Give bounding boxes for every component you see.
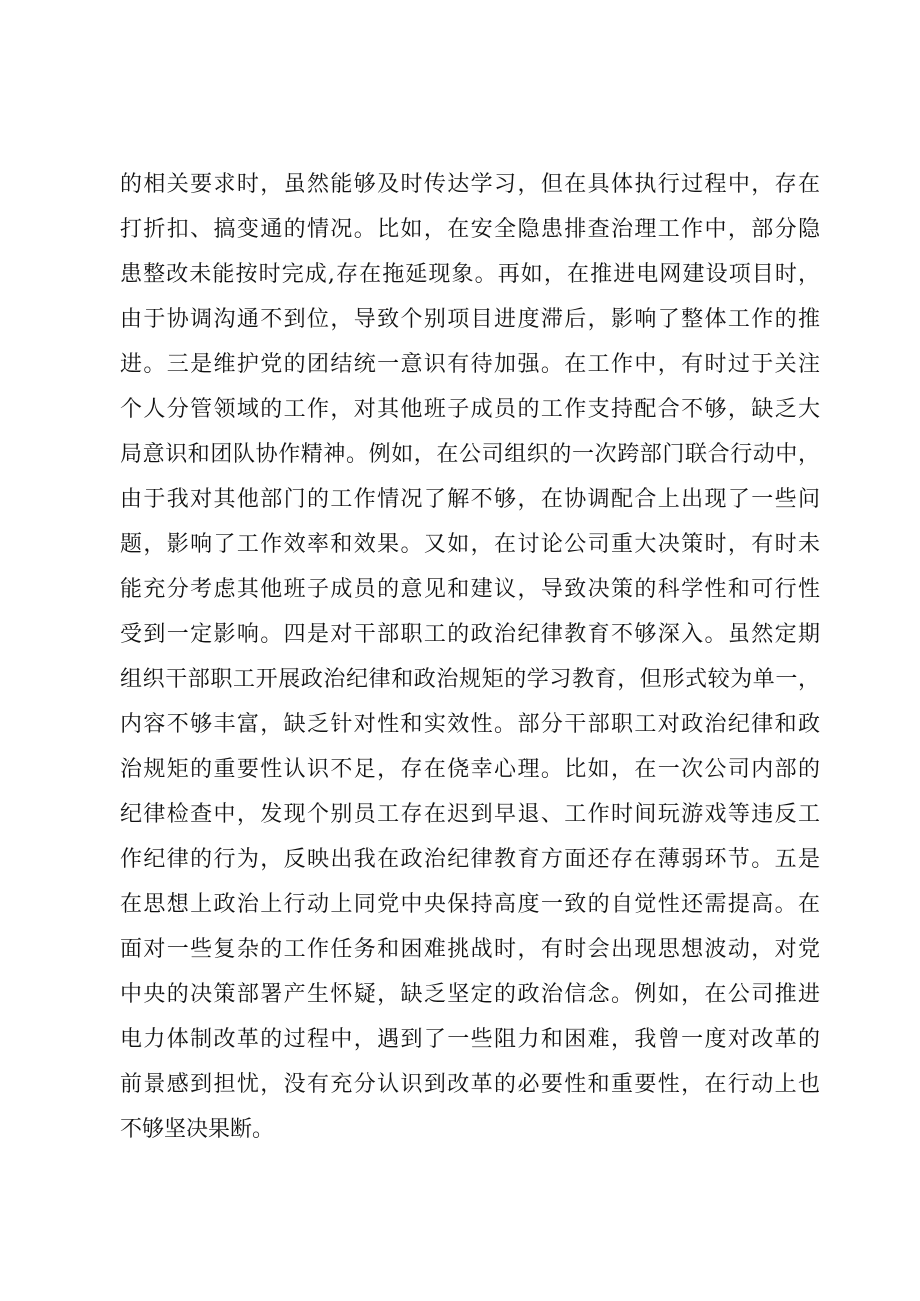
text-line-13: 内容不够丰富，缺乏针对性和实效性。部分干部职工对政治纪律和政 xyxy=(120,712,820,737)
text-line-4: 由于协调沟通不到位，导致个别项目进度滞后，影响了整体工作的推 xyxy=(120,307,820,332)
text-line-5: 进。三是维护党的团结统一意识有待加强。在工作中，有时过于关注 xyxy=(120,352,820,377)
text-line-14: 治规矩的重要性认识不足，存在侥幸心理。比如，在一次公司内部的 xyxy=(120,757,820,782)
text-line-19: 中央的决策部署产生怀疑，缺乏坚定的政治信念。例如，在公司推进 xyxy=(120,982,820,1007)
text-line-18: 面对一些复杂的工作任务和困难挑战时，有时会出现思想波动，对党 xyxy=(120,937,820,962)
text-line-8: 由于我对其他部门的工作情况了解不够，在协调配合上出现了一些问 xyxy=(120,487,820,512)
text-line-12: 组织干部职工开展政治纪律和政治规矩的学习教育，但形式较为单一， xyxy=(120,667,820,692)
text-line-22: 不够坚决果断。 xyxy=(120,1117,275,1142)
text-line-11: 受到一定影响。四是对干部职工的政治纪律教育不够深入。虽然定期 xyxy=(120,622,820,647)
text-line-9: 题，影响了工作效率和效果。又如，在讨论公司重大决策时，有时未 xyxy=(120,532,820,557)
text-line-2: 打折扣、搞变通的情况。比如，在安全隐患排查治理工作中，部分隐 xyxy=(120,217,820,242)
text-line-6: 个人分管领域的工作，对其他班子成员的工作支持配合不够，缺乏大 xyxy=(120,397,820,422)
text-line-17: 在思想上政治上行动上同党中央保持高度一致的自觉性还需提高。在 xyxy=(120,892,820,917)
body-text xyxy=(120,162,820,1152)
text-line-20: 电力体制改革的过程中，遇到了一些阻力和困难，我曾一度对改革的 xyxy=(120,1027,820,1052)
text-line-3: 患整改未能按时完成,存在拖延现象。再如，在推进电网建设项目时， xyxy=(120,262,820,287)
text-line-10: 能充分考虑其他班子成员的意见和建议，导致决策的科学性和可行性 xyxy=(120,577,820,602)
text-line-16: 作纪律的行为，反映出我在政治纪律教育方面还存在薄弱环节。五是 xyxy=(120,847,820,872)
text-line-21: 前景感到担忧，没有充分认识到改革的必要性和重要性，在行动上也 xyxy=(120,1072,820,1097)
text-line-15: 纪律检查中，发现个别员工存在迟到早退、工作时间玩游戏等违反工 xyxy=(120,802,820,827)
text-line-1: 的相关要求时，虽然能够及时传达学习，但在具体执行过程中，存在 xyxy=(120,172,820,197)
text-line-7: 局意识和团队协作精神。例如，在公司组织的一次跨部门联合行动中， xyxy=(120,442,820,467)
